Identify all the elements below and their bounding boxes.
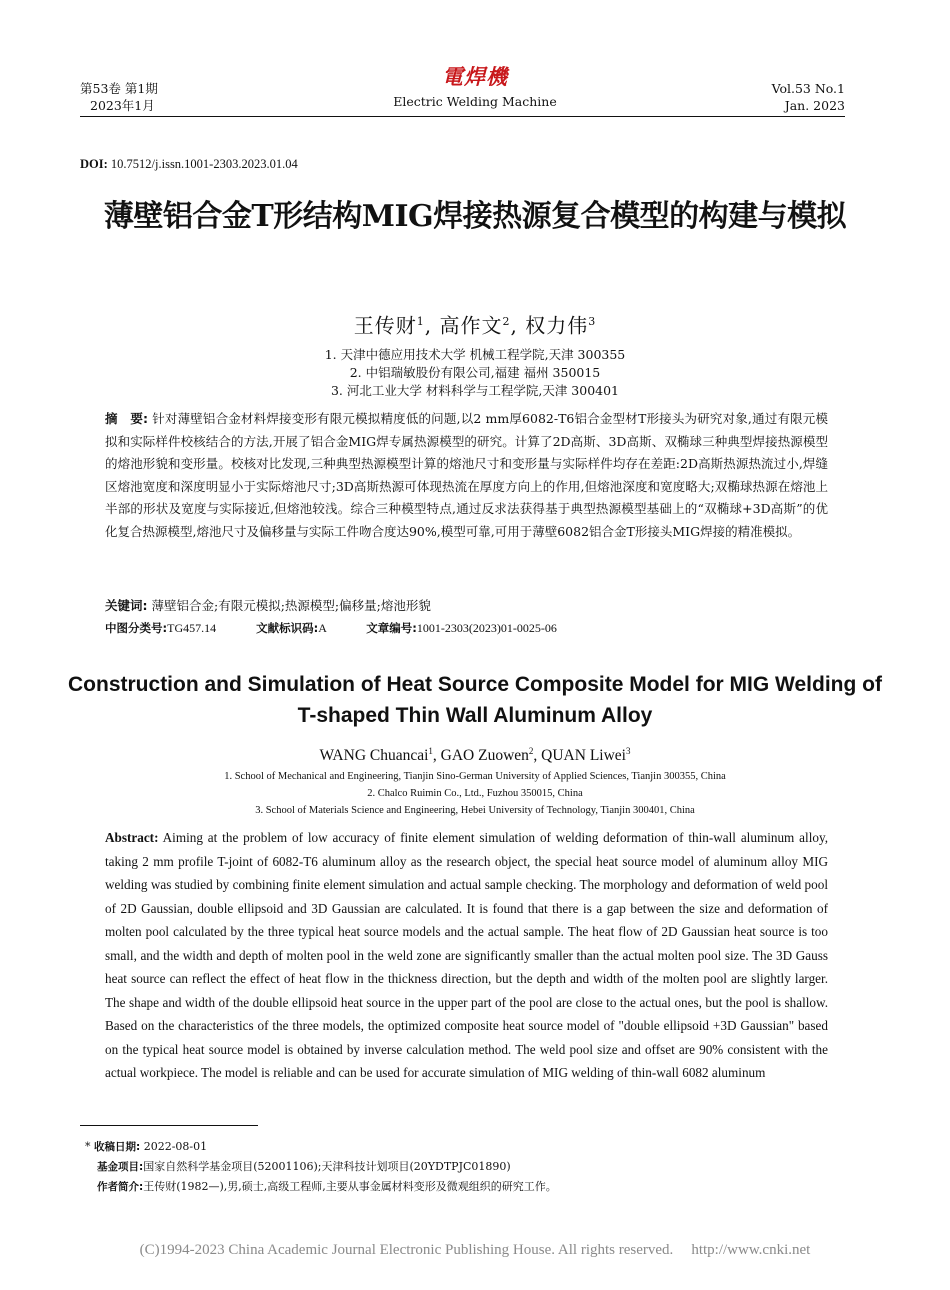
author-cn-2-sup: 2 [502,315,511,328]
affiliations-en [0,768,950,819]
fund-label: 基金项目: [97,1161,144,1173]
abstract-en [105,826,828,1085]
article-no-value: 1001-2303(2023)01-0025-06 [416,621,557,635]
doi-label: DOI: [80,157,108,171]
footnotes [85,1137,845,1197]
journal-logo: 電焊機 [442,65,508,89]
footnote-bio [85,1177,845,1197]
author-en-1: WANG Chuancai [319,747,429,765]
author-en-3-sup: 3 [625,746,631,756]
title-cn: 薄壁铝合金T形结构MIG焊接热源复合模型的构建与模拟 [103,199,847,234]
fund-value: 国家自然科学基金项目(52001106);天津科技计划项目(20YDTPJC01890) [143,1160,511,1173]
abstract-cn [105,408,828,543]
authors-cn: 王传财$^1$, 高作文$^2$, 权力伟$^3$ [353,313,597,338]
article-no-label: 文章编号: [366,621,417,635]
abstract-en-label: Abstract: [105,830,159,845]
author-cn-3-sup: 3 [588,315,597,328]
author-en-3: QUAN Liwei [541,747,626,765]
footnote-received: * 收稿日期: 2022-08-01 [85,1140,208,1153]
copyright-url[interactable]: http://www.cnki.net [691,1242,811,1258]
bio-label: 作者简介: [97,1181,144,1193]
abstract-en-text: Aiming at the problem of low accuracy of finite element simulation of welding deformation of thin-wall aluminum alloy, taking 2 mm profile T-joint of 6082-T6 aluminum alloy as the research object, the special heat source model of aluminum alloy MIG welding was studied by combining finite element simulation and actual sample checking. The morphology and deformation of weld pool of 2D Gaussian, double ellipsoid and 3D Gaussian are calculated. It is found that there is a gap between the size and deformation of molten pool calculated by the three typical heat source models and the actual sample. The heat flow of 2D Gaussian heat source is too small, and the width and depth of molten pool in the weld zone are significantly smaller than the actual molten pool size. The 3D Gauss heat source can reflect the effect of heat flow in the thickness direction, but the depth and width of the molten pool are slightly larger. The shape and width of the double ellipsoid heat source in the upper part of the pool are close to the actual ones, but the pool is shallow. Based on the characteristics of the three models, the optimized composite heat source model of "double ellipsoid +3D Gaussian" based on the typical heat source model is obtained by inverse calculation method. The weld pool size and offset are 90% consistent with the actual workpiece. The model is reliable and can be used for accurate simulation of MIG welding of thin-wall 6082 aluminum [105,830,828,1080]
abstract-cn-text: 针对薄壁铝合金材料焊接变形有限元模拟精度低的问题,以2 mm厚6082-T6铝合金型材T形接头为研究对象,通过有限元模拟和实际样件校核结合的方法,开展了铝合金MIG焊专属热源模型的研究。计算了2D高斯、3D高斯、双椭球三种典型焊接热源模型的熔池形貌和变形量。校核对比发现,三种典型热源模型计算的熔池尺寸和变形量与实际样件均存在差距:2D高斯热源热流过小,焊缝区熔池宽度和深度明显小于实际熔池尺寸;3D高斯热源可体现热流在厚度方向上的作用,但熔池深度和宽度略大;双椭球热源在熔池上半部的形状及宽度与实际接近,但熔池较浅。综合三种模型特点,通过反求法获得基于典型热源模型基础上的“双椭球+3D高斯”的优化复合热源模型,熔池尺寸及偏移量与实际工件吻合度达90%,模型可靠,可用于薄壁6082铝合金T形接头MIG焊接的精准模拟。 [105,411,828,539]
doc-code-value: A [318,621,327,635]
journal-name-en: Electric Welding Machine [393,94,557,109]
author-cn-2: 高作文 [439,313,503,338]
clc-label: 中图分类号: [105,621,168,635]
keywords-cn-text: 薄壁铝合金;有限元模拟;热源模型;偏移量;熔池形貌 [151,598,431,613]
author-cn-1-sup: 1 [416,315,425,328]
clc-value: TG457.14 [167,621,217,635]
author-cn-3: 权力伟 [525,313,589,338]
volume-issue-en: Vol.53 No.1 [771,81,845,96]
received-value: 2022-08-01 [143,1140,208,1153]
affiliations-cn [0,346,950,400]
abstract-cn-label: 摘 要: [105,411,149,426]
affiliation-cn-3: 3. 河北工业大学 材料科学与工程学院,天津 300401 [330,383,620,398]
keywords-cn-label: 关键词: [105,598,148,613]
footnote-divider [80,1125,258,1126]
affiliation-cn-1: 1. 天津中德应用技术大学 机械工程学院,天津 300355 [324,347,626,362]
footnote-fund [85,1157,845,1177]
date-cn: 2023年1月 [90,98,155,113]
date-en: Jan. 2023 [784,98,845,113]
header-right [772,80,845,114]
classification-line [105,620,828,636]
affiliation-en-2: 2. Chalco Ruimin Co., Ltd., Fuzhou 350015, China [367,788,583,799]
doc-code-label: 文献标识码: [256,621,319,635]
author-cn-1: 王传财 [353,313,417,338]
keywords-cn [105,596,828,616]
title-en: Construction and Simulation of Heat Source Composite Model for MIG Welding of T-shaped Thin Wall Aluminum Alloy [68,673,882,727]
affiliation-cn-2: 2. 中铝瑞敏股份有限公司,福建 福州 350015 [349,365,601,380]
volume-issue-cn: 第53卷 第1期 [80,81,158,96]
received-label: 收稿日期: [94,1141,141,1153]
copyright-line [0,1242,950,1259]
affiliation-en-3: 3. School of Materials Science and Engineering, Hebei University of Technology, Tianjin 300401, China [255,805,695,816]
author-en-1-sup: 1 [428,746,433,756]
affiliation-en-1: 1. School of Mechanical and Engineering, Tianjin Sino-German University of Applied Sciences, Tianjin 300355, China [224,771,726,782]
doi-value[interactable]: 10.7512/j.issn.1001-2303.2023.01.04 [110,157,298,171]
bio-value: 王传财(1982—),男,硕士,高级工程师,主要从事金属材料变形及微观组织的研究工作。 [143,1180,557,1193]
author-en-2: GAO Zuowen [440,747,529,765]
copyright-text: (C)1994-2023 China Academic Journal Electronic Publishing House. All rights reserved. [139,1242,674,1258]
header-divider [80,116,845,117]
doi-line [80,157,298,172]
authors-en: WANG Chuancai$^1$, GAO Zuowen$^2$, QUAN Liwei$^3$ [319,746,631,765]
author-en-2-sup: 2 [528,746,534,756]
